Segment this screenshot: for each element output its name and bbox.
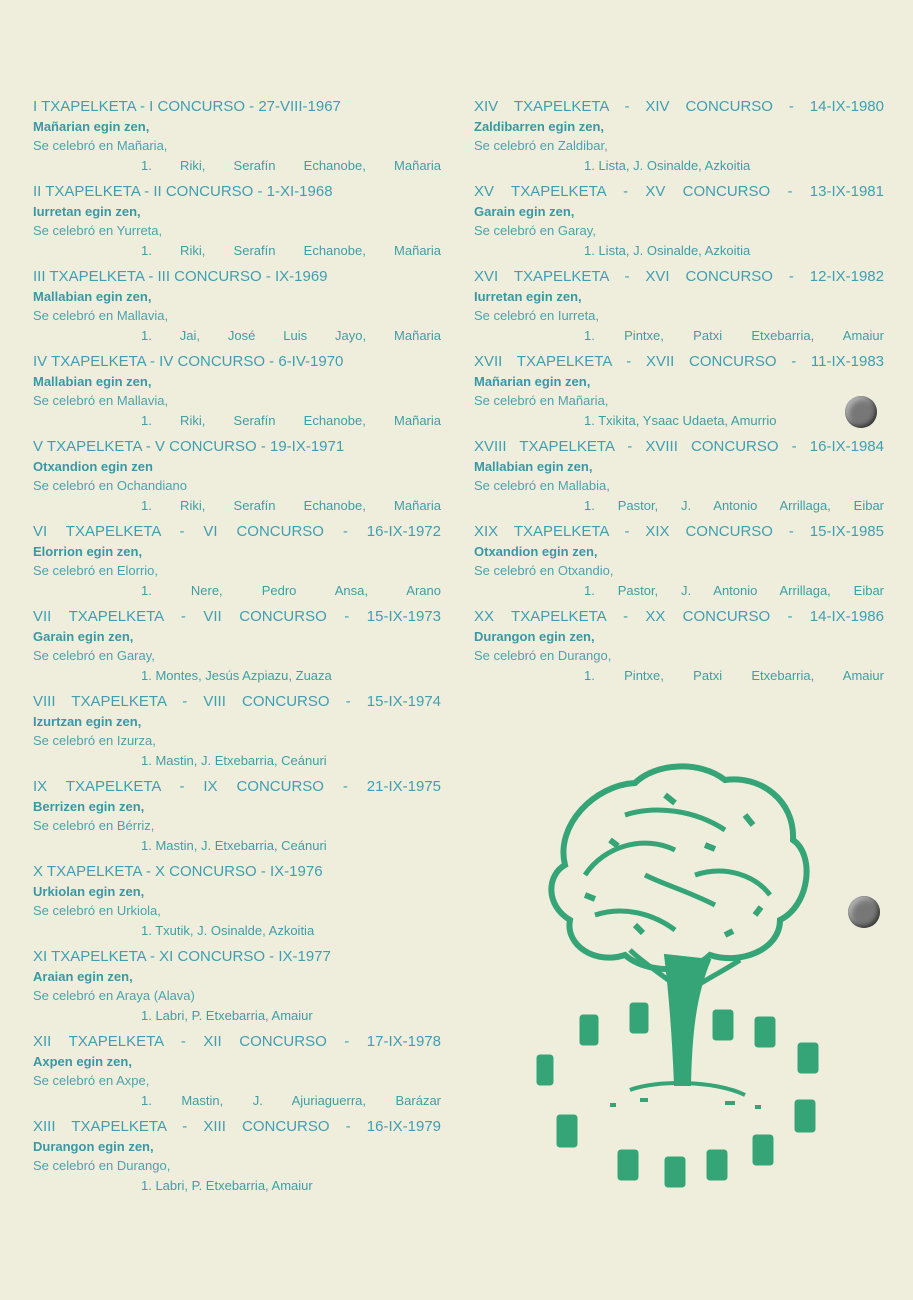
basque-location: Mañarian egin zen, (474, 374, 591, 389)
winner-line: 1. Pastor, J. Antonio Arrillaga, Eibar (584, 583, 884, 598)
basque-location: Mallabian egin zen, (33, 374, 152, 389)
contest-title: XVII TXAPELKETA - XVII CONCURSO - 11-IX-1983 (474, 353, 884, 370)
spanish-location: Se celebró en Durango, (474, 648, 612, 663)
contest-title: VII TXAPELKETA - VII CONCURSO - 15-IX-1973 (33, 608, 441, 625)
basque-location: Zaldibarren egin zen, (474, 119, 605, 134)
contest-title: I TXAPELKETA - I CONCURSO - 27-VIII-1967 (33, 98, 341, 115)
contest-title: IV TXAPELKETA - IV CONCURSO - 6-IV-1970 (33, 353, 344, 370)
punch-hole (845, 396, 877, 428)
contest-entry (474, 436, 884, 517)
basque-location: Urkiolan egin zen, (33, 884, 145, 899)
contest-title: II TXAPELKETA - II CONCURSO - 1-XI-1968 (33, 183, 333, 200)
contest-entry (474, 266, 884, 347)
basque-location: Axpen egin zen, (33, 1054, 132, 1069)
winner-line: 1. Mastin, J. Etxebarria, Ceánuri (141, 753, 327, 768)
contest-title: VIII TXAPELKETA - VIII CONCURSO - 15-IX-1974 (33, 693, 441, 710)
basque-location: Otxandion egin zen (33, 459, 153, 474)
contest-entry (33, 521, 441, 602)
winner-line: 1. Pastor, J. Antonio Arrillaga, Eibar (584, 498, 884, 513)
basque-location: Araian egin zen, (33, 969, 133, 984)
spanish-location: Se celebró en Izurza, (33, 733, 156, 748)
winner-line: 1. Nere, Pedro Ansa, Arano (141, 583, 441, 598)
winner-line: 1. Labri, P. Etxebarria, Amaiur (141, 1008, 313, 1023)
contest-entry (33, 691, 441, 772)
basque-location: Garain egin zen, (33, 629, 134, 644)
contest-entry (33, 946, 441, 1027)
spanish-location: Se celebró en Mallavia, (33, 308, 169, 323)
contest-title: IX TXAPELKETA - IX CONCURSO - 21-IX-1975 (33, 778, 441, 795)
punch-hole (848, 896, 880, 928)
contest-title: XVI TXAPELKETA - XVI CONCURSO - 12-IX-1982 (474, 268, 884, 285)
contest-entry (474, 606, 884, 687)
tree-with-stumps-icon (525, 755, 835, 1195)
basque-location: Berrizen egin zen, (33, 799, 145, 814)
right-column (474, 96, 884, 691)
winner-line: 1. Jai, José Luis Jayo, Mañaria (141, 328, 441, 343)
spanish-location: Se celebró en Zaldibar, (474, 138, 608, 153)
basque-location: Izurtzan egin zen, (33, 714, 142, 729)
winner-line: 1. Lista, J. Osinalde, Azkoitia (584, 158, 751, 173)
spanish-location: Se celebró en Mañaria, (33, 138, 168, 153)
spanish-location: Se celebró en Bérriz, (33, 818, 155, 833)
contest-entry (33, 266, 441, 347)
contest-entry (33, 181, 441, 262)
spanish-location: Se celebró en Otxandio, (474, 563, 614, 578)
contest-entry (33, 1116, 441, 1197)
left-column (33, 96, 441, 1201)
contest-entry (33, 776, 441, 857)
contest-title: XII TXAPELKETA - XII CONCURSO - 17-IX-1978 (33, 1033, 441, 1050)
spanish-location: Se celebró en Axpe, (33, 1073, 150, 1088)
spanish-location: Se celebró en Garay, (33, 648, 155, 663)
spanish-location: Se celebró en Elorrio, (33, 563, 159, 578)
basque-location: Iurretan egin zen, (474, 289, 582, 304)
winner-line: 1. Montes, Jesús Azpiazu, Zuaza (141, 668, 332, 683)
basque-location: Mallabian egin zen, (33, 289, 152, 304)
basque-location: Mallabian egin zen, (474, 459, 593, 474)
winner-line: 1. Mastin, J. Etxebarria, Ceánuri (141, 838, 327, 853)
spanish-location: Se celebró en Araya (Alava) (33, 988, 195, 1003)
spanish-location: Se celebró en Urkiola, (33, 903, 161, 918)
contest-entry (474, 521, 884, 602)
contest-entry (33, 96, 441, 177)
contest-entry (474, 181, 884, 262)
winner-line: 1. Lista, J. Osinalde, Azkoitia (584, 243, 751, 258)
contest-entry (474, 96, 884, 177)
winner-line: 1. Riki, Serafín Echanobe, Mañaria (141, 243, 441, 258)
spanish-location: Se celebró en Iurreta, (474, 308, 600, 323)
contest-entry (33, 861, 441, 942)
basque-location: Mañarian egin zen, (33, 119, 150, 134)
basque-location: Iurretan egin zen, (33, 204, 141, 219)
spanish-location: Se celebró en Ochandiano (33, 478, 187, 493)
contest-title: XI TXAPELKETA - XI CONCURSO - IX-1977 (33, 948, 331, 965)
winner-line: 1. Riki, Serafín Echanobe, Mañaria (141, 158, 441, 173)
contest-title: III TXAPELKETA - III CONCURSO - IX-1969 (33, 268, 328, 285)
basque-location: Garain egin zen, (474, 204, 575, 219)
winner-line: 1. Txikita, Ysaac Udaeta, Amurrio (584, 413, 777, 428)
winner-line: 1. Riki, Serafín Echanobe, Mañaria (141, 498, 441, 513)
basque-location: Otxandion egin zen, (474, 544, 598, 559)
winner-line: 1. Pintxe, Patxi Etxebarria, Amaiur (584, 328, 884, 343)
contest-title: X TXAPELKETA - X CONCURSO - IX-1976 (33, 863, 323, 880)
winner-line: 1. Mastin, J. Ajuriaguerra, Barázar (141, 1093, 441, 1108)
contest-title: XIX TXAPELKETA - XIX CONCURSO - 15-IX-1985 (474, 523, 884, 540)
winner-line: 1. Txutik, J. Osinalde, Azkoitia (141, 923, 315, 938)
contest-title: XIV TXAPELKETA - XIV CONCURSO - 14-IX-1980 (474, 98, 884, 115)
winner-line: 1. Riki, Serafín Echanobe, Mañaria (141, 413, 441, 428)
winner-line: 1. Pintxe, Patxi Etxebarria, Amaiur (584, 668, 884, 683)
contest-title: XV TXAPELKETA - XV CONCURSO - 13-IX-1981 (474, 183, 884, 200)
contest-title: V TXAPELKETA - V CONCURSO - 19-IX-1971 (33, 438, 345, 455)
contest-title: VI TXAPELKETA - VI CONCURSO - 16-IX-1972 (33, 523, 441, 540)
contest-entry (33, 351, 441, 432)
spanish-location: Se celebró en Yurreta, (33, 223, 163, 238)
basque-location: Durangon egin zen, (474, 629, 595, 644)
spanish-location: Se celebró en Durango, (33, 1158, 171, 1173)
spanish-location: Se celebró en Garay, (474, 223, 596, 238)
contest-title: XVIII TXAPELKETA - XVIII CONCURSO - 16-IX-1984 (474, 438, 884, 455)
basque-location: Durangon egin zen, (33, 1139, 154, 1154)
contest-title: XIII TXAPELKETA - XIII CONCURSO - 16-IX-1979 (33, 1118, 441, 1135)
basque-location: Elorrion egin zen, (33, 544, 143, 559)
contest-entry (33, 436, 441, 517)
spanish-location: Se celebró en Mallabia, (474, 478, 610, 493)
winner-line: 1. Labri, P. Etxebarria, Amaiur (141, 1178, 313, 1193)
contest-entry (33, 1031, 441, 1112)
contest-title: XX TXAPELKETA - XX CONCURSO - 14-IX-1986 (474, 608, 884, 625)
spanish-location: Se celebró en Mallavia, (33, 393, 169, 408)
spanish-location: Se celebró en Mañaria, (474, 393, 609, 408)
contest-entry (474, 351, 884, 432)
contest-entry (33, 606, 441, 687)
